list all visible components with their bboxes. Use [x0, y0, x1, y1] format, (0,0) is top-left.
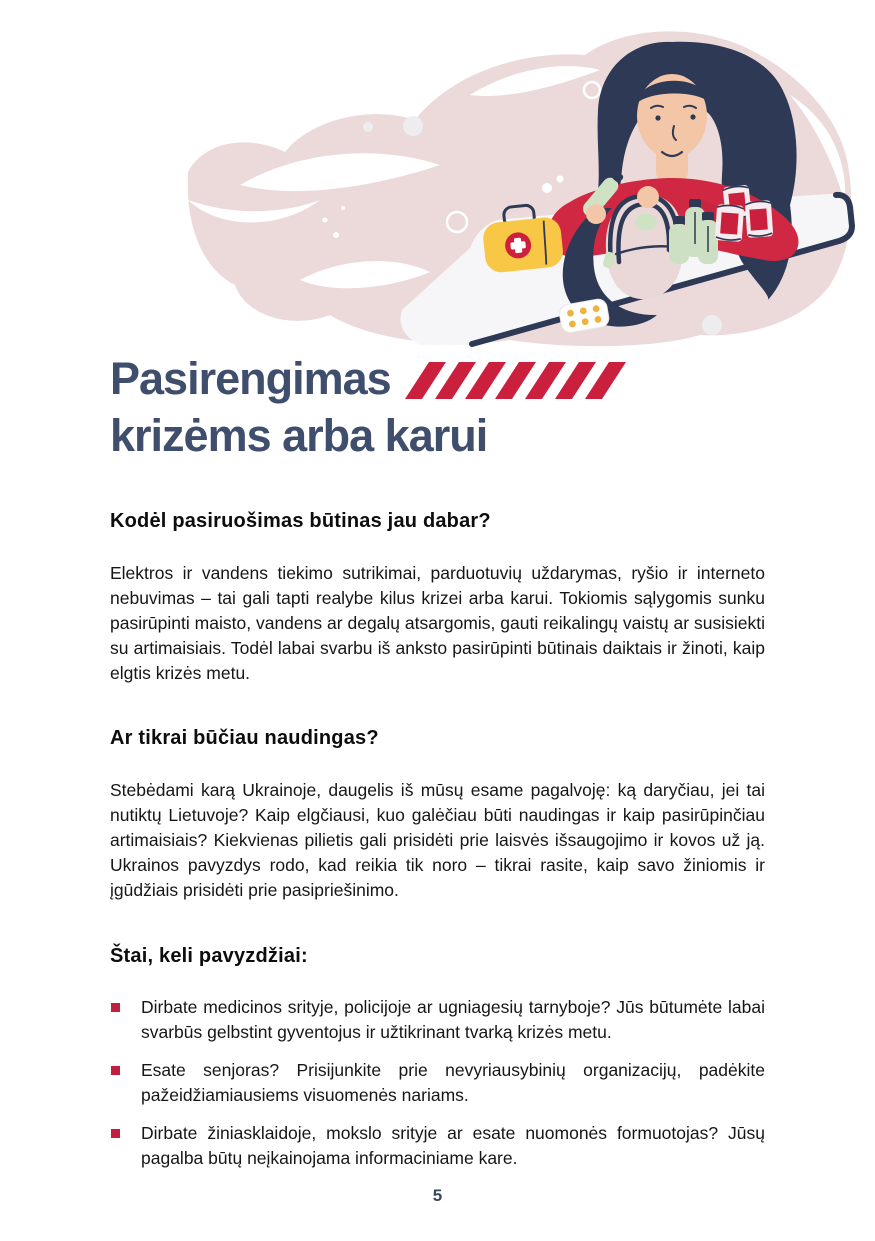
page-content [110, 350, 765, 1184]
list-item: Dirbate medicinos srityje, policijoje ar ugniagesių tarnyboje? Jūs būtumėte labai svarbūs gelbstint gyventojus ir užtikrinant tvarką krizės metu. [110, 995, 765, 1045]
left-hand [586, 204, 606, 224]
backpack-patch [635, 214, 657, 231]
page-number: 5 [432, 1186, 443, 1205]
section-body-why-prepare: Elektros ir vandens tiekimo sutrikimai, parduotuvių uždarymas, ryšio ir interneto nebuvimas – tai gali tapti realybe kilus krizei arba karui. Tokiomis sąlygomis sunku pasirūpinti maisto, vandens ar degalų atsargomis, gauti reikalingų vaistų ar susisiekti su artimaisiais. Todėl labai svarbu iš anksto pasirūpinti būtinais daiktais ir žinoti, kaip elgtis krizės metu. [110, 563, 765, 683]
section-heading-examples: Štai, keli pavyzdžiai: [110, 945, 308, 967]
section-heading-why-prepare: Kodėl pasiruošimas būtinas jau dabar? [110, 510, 491, 532]
page-title [110, 350, 765, 464]
list-item: Dirbate žiniasklaidoje, mokslo srityje ar esate nuomonės formuotojas? Jūsų pagalba būtų neįkainojama informaciniame kare. [110, 1121, 765, 1171]
section-heading-would-i-be-useful: Ar tikrai būčiau naudingas? [110, 727, 379, 749]
emergency-packing-illustration [0, 0, 875, 350]
title-slashes [417, 362, 627, 399]
examples-list [110, 995, 765, 1171]
page-title-line2: krizėms arba karui [110, 410, 488, 461]
right-hand [637, 186, 659, 208]
list-item: Esate senjoras? Prisijunkite prie nevyriausybinių organizacijų, padėkite pažeidžiamiausiems visuomenės nariams. [110, 1058, 765, 1108]
page-title-line1: Pasirengimas [110, 353, 391, 404]
section-body-would-i-be-useful: Stebėdami karą Ukrainoje, daugelis iš mūsų esame pagalvoję: ką daryčiau, jei tai nutiktų Lietuvoje? Kaip elgčiausi, kuo galėčiau būti naudingas ir kaip pasirūpinčiau artimaisiais? Kiekvienas pilietis gali prisidėti prie laisvės išsaugojimo ir kovos už ją. Ukrainos pavyzdys rodo, kad reikia tik noro – tikrai rasite, kaip savo žiniomis ir įgūdžiais prisidėti prie pasipriešinimo. [110, 780, 765, 900]
